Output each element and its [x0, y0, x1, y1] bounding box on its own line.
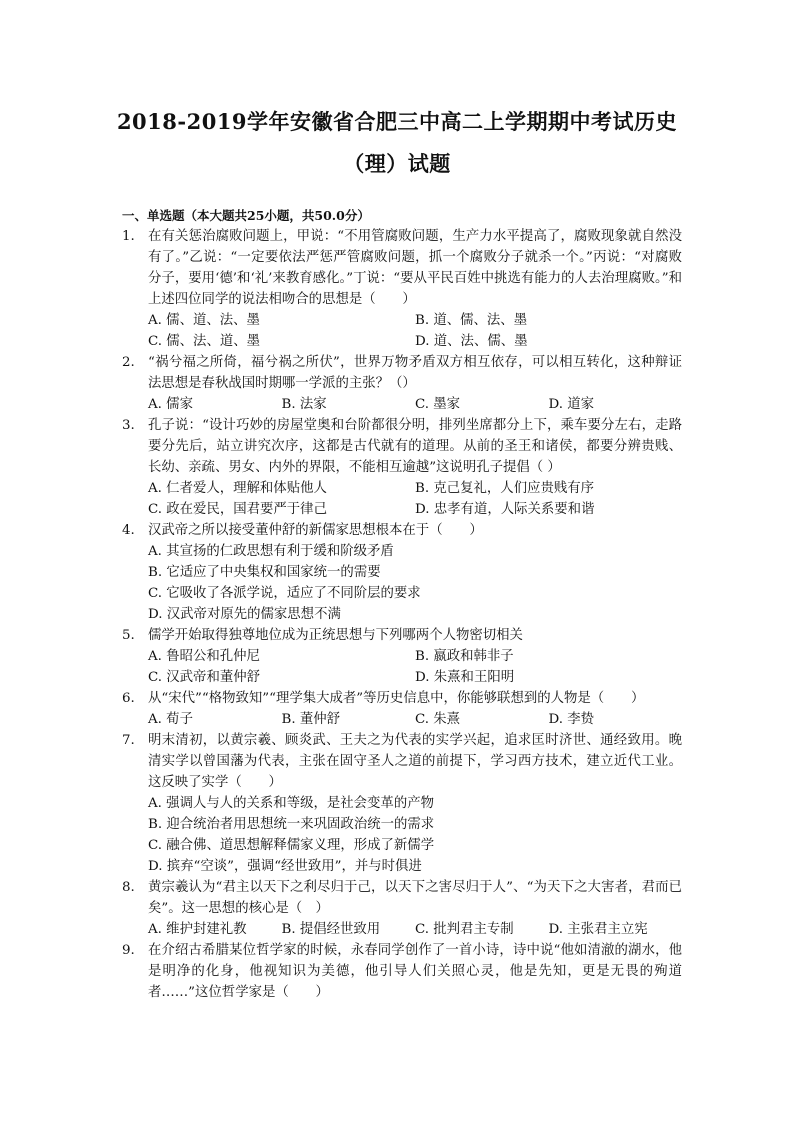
answer-option: A. 其宣扬的仁政思想有利于缓和阶级矛盾 — [148, 544, 394, 559]
answer-option: D. 李贽 — [548, 712, 595, 727]
answer-option: C. 政在爱民，国君要严于律己 — [148, 502, 327, 517]
question-number: 5. — [122, 628, 135, 643]
answer-option: C. 朱熹 — [415, 712, 461, 727]
question-item — [122, 940, 682, 1003]
question-text: 明末清初，以黄宗羲、顾炎武、王夫之为代表的实学兴起，追求匡时济世、通经致用。晚清实学以曾国藩为代表，主张在固守圣人之道的前提下，学习西方技术，建立近代工业。这反映了实学（ ） — [148, 733, 682, 790]
option-list — [148, 793, 682, 877]
answer-option: B. 提倡经世致用 — [281, 922, 381, 937]
question-number: 9. — [122, 943, 135, 958]
answer-option: A. 仁者爱人，理解和体贴他人 — [148, 481, 327, 496]
answer-option: D. 汉武帝对原先的儒家思想不满 — [148, 607, 341, 622]
question-number: 1. — [122, 229, 135, 244]
answer-option: A. 维护封建礼教 — [148, 922, 247, 937]
document-title-line-1: 2018-2019学年安徽省合肥三中高二上学期期中考试历史 — [116, 109, 678, 134]
answer-option: B. 克己复礼，人们应贵贱有序 — [415, 481, 595, 496]
question-text: “祸兮福之所倚，福兮祸之所伏”，世界万物矛盾双方相互依存，可以相互转化，这种辩证法思想是春秋战国时期哪一学派的主张？（） — [148, 355, 682, 391]
question-item — [122, 877, 682, 940]
question-number: 3. — [122, 418, 135, 433]
question-item — [122, 415, 682, 520]
answer-option: B. 它适应了中央集权和国家统一的需要 — [148, 565, 381, 580]
option-list — [148, 709, 682, 730]
option-list — [148, 541, 682, 625]
question-number: 2. — [122, 355, 135, 370]
answer-option: B. 迎合统治者用思想统一来巩固政治统一的需求 — [148, 817, 435, 832]
option-list — [148, 394, 682, 415]
question-number: 6. — [122, 691, 135, 706]
answer-option: C. 批判君主专制 — [415, 922, 514, 937]
answer-option: C. 汉武帝和董仲舒 — [148, 670, 261, 685]
option-list — [148, 478, 682, 520]
answer-option: D. 道、法、儒、墨 — [415, 334, 528, 349]
answer-option: A. 荀子 — [148, 712, 193, 727]
answer-option: D. 忠孝有道，人际关系要和谐 — [415, 502, 595, 517]
question-number: 8. — [122, 880, 135, 895]
answer-option: B. 道、儒、法、墨 — [415, 313, 528, 328]
answer-option: C. 它吸收了各派学说，适应了不同阶层的要求 — [148, 586, 421, 601]
question-text: 在有关惩治腐败问题上，甲说：“不用管腐败问题，生产力水平提高了，腐败现象就自然没有了。”乙说：“一定要依法严惩严管腐败问题，抓一个腐败分子就杀一个。”丙说：“对腐败分子，要用‘德’和‘礼’来教育感化。”丁说：“要从平民百姓中挑选有能力的人去治理腐败。”和上述四位同学的说法相吻合的思想是（ ） — [148, 229, 682, 307]
question-item — [122, 520, 682, 625]
answer-option: B. 法家 — [281, 397, 327, 412]
answer-option: B. 董仲舒 — [281, 712, 341, 727]
answer-option: C. 墨家 — [415, 397, 461, 412]
question-text: 在介绍古希腊某位哲学家的时候，永春同学创作了一首小诗，诗中说“他如清澈的湖水，他是明净的化身，他视知识为美德，他引导人们关照心灵，他是先知，更是无畏的殉道者……”这位哲学家是（ ） — [148, 943, 682, 1000]
question-item — [122, 226, 682, 352]
answer-option: C. 融合佛、道思想解释儒家义理，形成了新儒学 — [148, 838, 435, 853]
question-text: 黄宗羲认为“君主以天下之利尽归于己，以天下之害尽归于人”、“为天下之大害者，君而已矣”。这一思想的核心是（ ） — [148, 880, 682, 916]
answer-option: B. 嬴政和韩非子 — [415, 649, 514, 664]
answer-option: D. 主张君主立宪 — [548, 922, 648, 937]
answer-option: D. 摈弃“空谈”，强调“经世致用”，并与时俱进 — [148, 859, 422, 874]
question-item — [122, 730, 682, 877]
question-text: 孔子说：“设计巧妙的房屋堂奥和台阶都很分明，排列坐席都分上下，乘车要分左右，走路要分先后，站立讲究次序，这都是古代就有的道理。从前的圣王和诸侯，都要分辨贵贱、长幼、亲疏、男女、内外的界限，不能相互逾越”这说明孔子提倡（ ） — [148, 418, 682, 475]
question-item — [122, 352, 682, 415]
option-list — [148, 646, 682, 688]
question-number: 4. — [122, 523, 135, 538]
answer-option: A. 儒家 — [148, 397, 193, 412]
question-text: 从“宋代”“格物致知”“理学集大成者”等历史信息中，你能够联想到的人物是（ ） — [148, 691, 645, 706]
question-text: 儒学开始取得独尊地位成为正统思想与下列哪两个人物密切相关 — [148, 628, 523, 643]
section-header: 一、单选题（本大题共25小题，共50.0分） — [122, 208, 370, 223]
answer-option: D. 道家 — [548, 397, 595, 412]
question-text: 汉武帝之所以接受董仲舒的新儒家思想根本在于（ ） — [148, 523, 483, 538]
answer-option: C. 儒、法、道、墨 — [148, 334, 261, 349]
answer-option: D. 朱熹和王阳明 — [415, 670, 515, 685]
question-number: 7. — [122, 733, 135, 748]
question-item — [122, 688, 682, 730]
answer-option: A. 强调人与人的关系和等级，是社会变革的产物 — [148, 796, 434, 811]
answer-option: A. 鲁昭公和孔仲尼 — [148, 649, 260, 664]
document-title-line-2: （理）试题 — [343, 151, 451, 176]
option-list — [148, 919, 682, 940]
answer-option: A. 儒、道、法、墨 — [148, 313, 260, 328]
option-list — [148, 310, 682, 352]
question-list — [122, 226, 682, 1003]
question-item — [122, 625, 682, 688]
